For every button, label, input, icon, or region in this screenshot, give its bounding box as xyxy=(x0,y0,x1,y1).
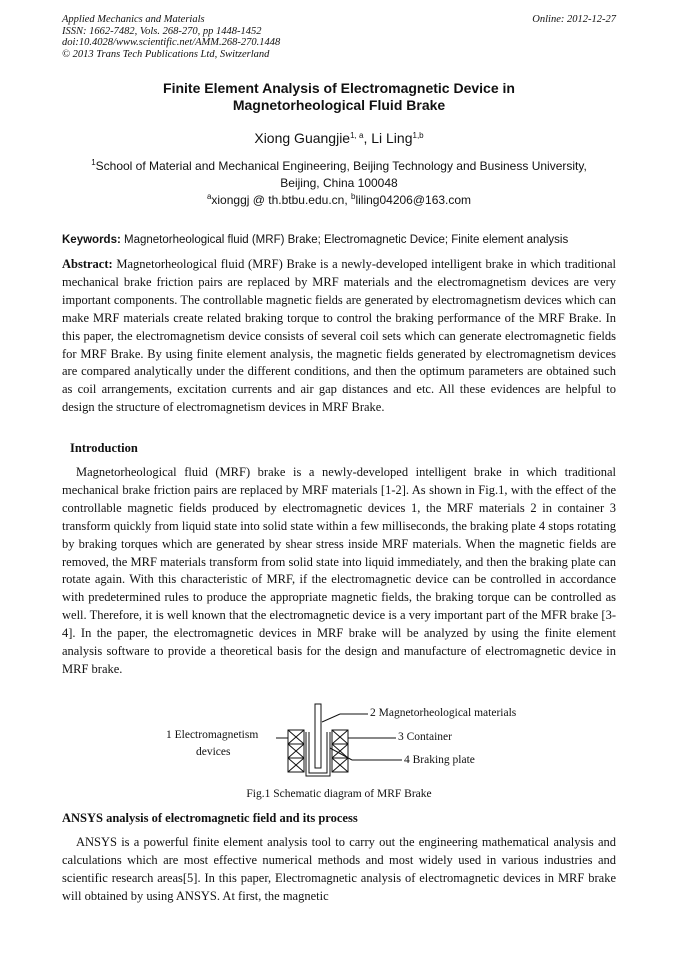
abstract-label: Abstract: xyxy=(62,257,113,271)
email-a[interactable]: xionggj @ th.btbu.edu.cn, xyxy=(211,193,351,207)
online-date: Online: 2012-12-27 xyxy=(532,14,616,25)
title-line-2: Magnetorheological Fluid Brake xyxy=(232,97,446,113)
journal-name: Applied Mechanics and Materials xyxy=(62,14,205,25)
ansys-text: ANSYS is a powerful finite element analysis tool to carry out the engineering mathematical analysis and calculations which are most effective numerical methods and most widely used in various industries and scientific research areas[5]. In this paper, Electromagnetic analysis of electromagnetic devices in MRF brake will obtained by using ANSYS. At first, the magnetic xyxy=(62,835,616,903)
affil-line-2: Beijing, China 100048 xyxy=(280,176,398,190)
title-line-1: Finite Element Analysis of Electromagnetic Device in xyxy=(163,80,515,96)
fig-label-1a: 1 Electromagnetism xyxy=(166,729,259,741)
email-b[interactable]: liling04206@163.com xyxy=(355,193,472,207)
affiliation xyxy=(70,158,608,209)
keywords-label: Keywords: xyxy=(62,234,121,246)
author-2-affil: 1,b xyxy=(412,131,424,140)
author-1: Xiong Guangjie xyxy=(254,130,351,146)
emails xyxy=(70,192,608,209)
ansys-heading: ANSYS analysis of electromagnetic field and its process xyxy=(62,811,358,825)
fig-label-1b: devices xyxy=(196,746,231,758)
figure-1 xyxy=(160,700,540,780)
author-separator: , xyxy=(363,130,372,146)
fig-label-2: 2 Magnetorheological materials xyxy=(370,707,517,719)
email-a-marker: a xyxy=(206,192,212,201)
issn-line: ISSN: 1662-7482, Vols. 268-270, pp 1448-1452 xyxy=(62,25,262,37)
paper-title xyxy=(60,80,618,114)
braking-plate xyxy=(315,704,321,768)
copyright-line: © 2013 Trans Tech Publications Ltd, Switzerland xyxy=(62,48,270,60)
introduction-heading: Introduction xyxy=(70,441,138,455)
fig-label-3: 3 Container xyxy=(398,731,452,743)
container xyxy=(306,732,330,776)
figure-caption: Fig.1 Schematic diagram of MRF Brake xyxy=(246,788,432,800)
author-list xyxy=(60,130,618,146)
keywords xyxy=(62,234,616,246)
introduction-text: Magnetorheological fluid (MRF) brake is a newly-developed intelligent brake in which traditional mechanical brake friction pairs are replaced by MRF materials [1-2]. As shown in Fig.1, with the effect of the controllable magnetic fields produced by electromagnetic devices 1, the MRF materials 2 in container 3 transform quickly from liquid state into solid state within a few milliseconds, the braking plate 4 stops rotating by braking torques which are generated by shear stress inside MRF materials. When the magnetic fields are removed, the MRF materials transform from solid state into liquid immediately, and then the braking plate can rotate again. With this characteristic of MRF, if the electromagnetic device can be controlled in accordance with predetermined rules to produce the appropriate magnetic fields, the braking torque can be controlled as well. Therefore, it is well known that the electromagnetic device is a very important part of the MFR brake [3-4]. In the paper, the electromagnetic devices in MRF brake will be analyzed by using the finite element analysis software to provide a theoretical basis for the design and manufacture of electromagnetic device in MRF brake. xyxy=(62,465,616,676)
affil-marker: 1 xyxy=(91,158,96,167)
affil-line-1: School of Material and Mechanical Engineering, Beijing Technology and Business University, xyxy=(95,159,587,173)
doi-line[interactable]: doi:10.4028/www.scientific.net/AMM.268-270.1448 xyxy=(62,37,281,48)
journal-header xyxy=(62,14,280,60)
email-b-marker: b xyxy=(351,192,356,201)
abstract xyxy=(62,256,616,417)
author-2: Li Ling xyxy=(371,130,413,146)
keywords-text: Magnetorheological fluid (MRF) Brake; Electromagnetic Device; Finite element analysis xyxy=(120,234,569,246)
fig-label-4: 4 Braking plate xyxy=(404,754,475,766)
abstract-text: Magnetorheological fluid (MRF) Brake is a newly-developed intelligent brake in which traditional mechanical brake friction pairs are replaced by MRF materials and the electromagnetism devices are very important components. The controllable magnetic fields are generated by electromagnetism devices which can make MRF materials create related braking torque to control the braking performance of the MRF Brake. In this paper, the electromagnetism device consists of several coil sets which can generate electromagnetic fields for MRF Brake. By using finite element analysis, the magnetic fields generated by electromagnetism devices are compared analytically under the different conditions, and then the optimum parameters are obtained such as coil arrangements, excitation currents and air gap distances and etc. All these evidences are helpful to design the structure of electromagnetism devices in MRF Brake. xyxy=(62,257,616,415)
author-1-affil: 1, a xyxy=(350,131,364,140)
